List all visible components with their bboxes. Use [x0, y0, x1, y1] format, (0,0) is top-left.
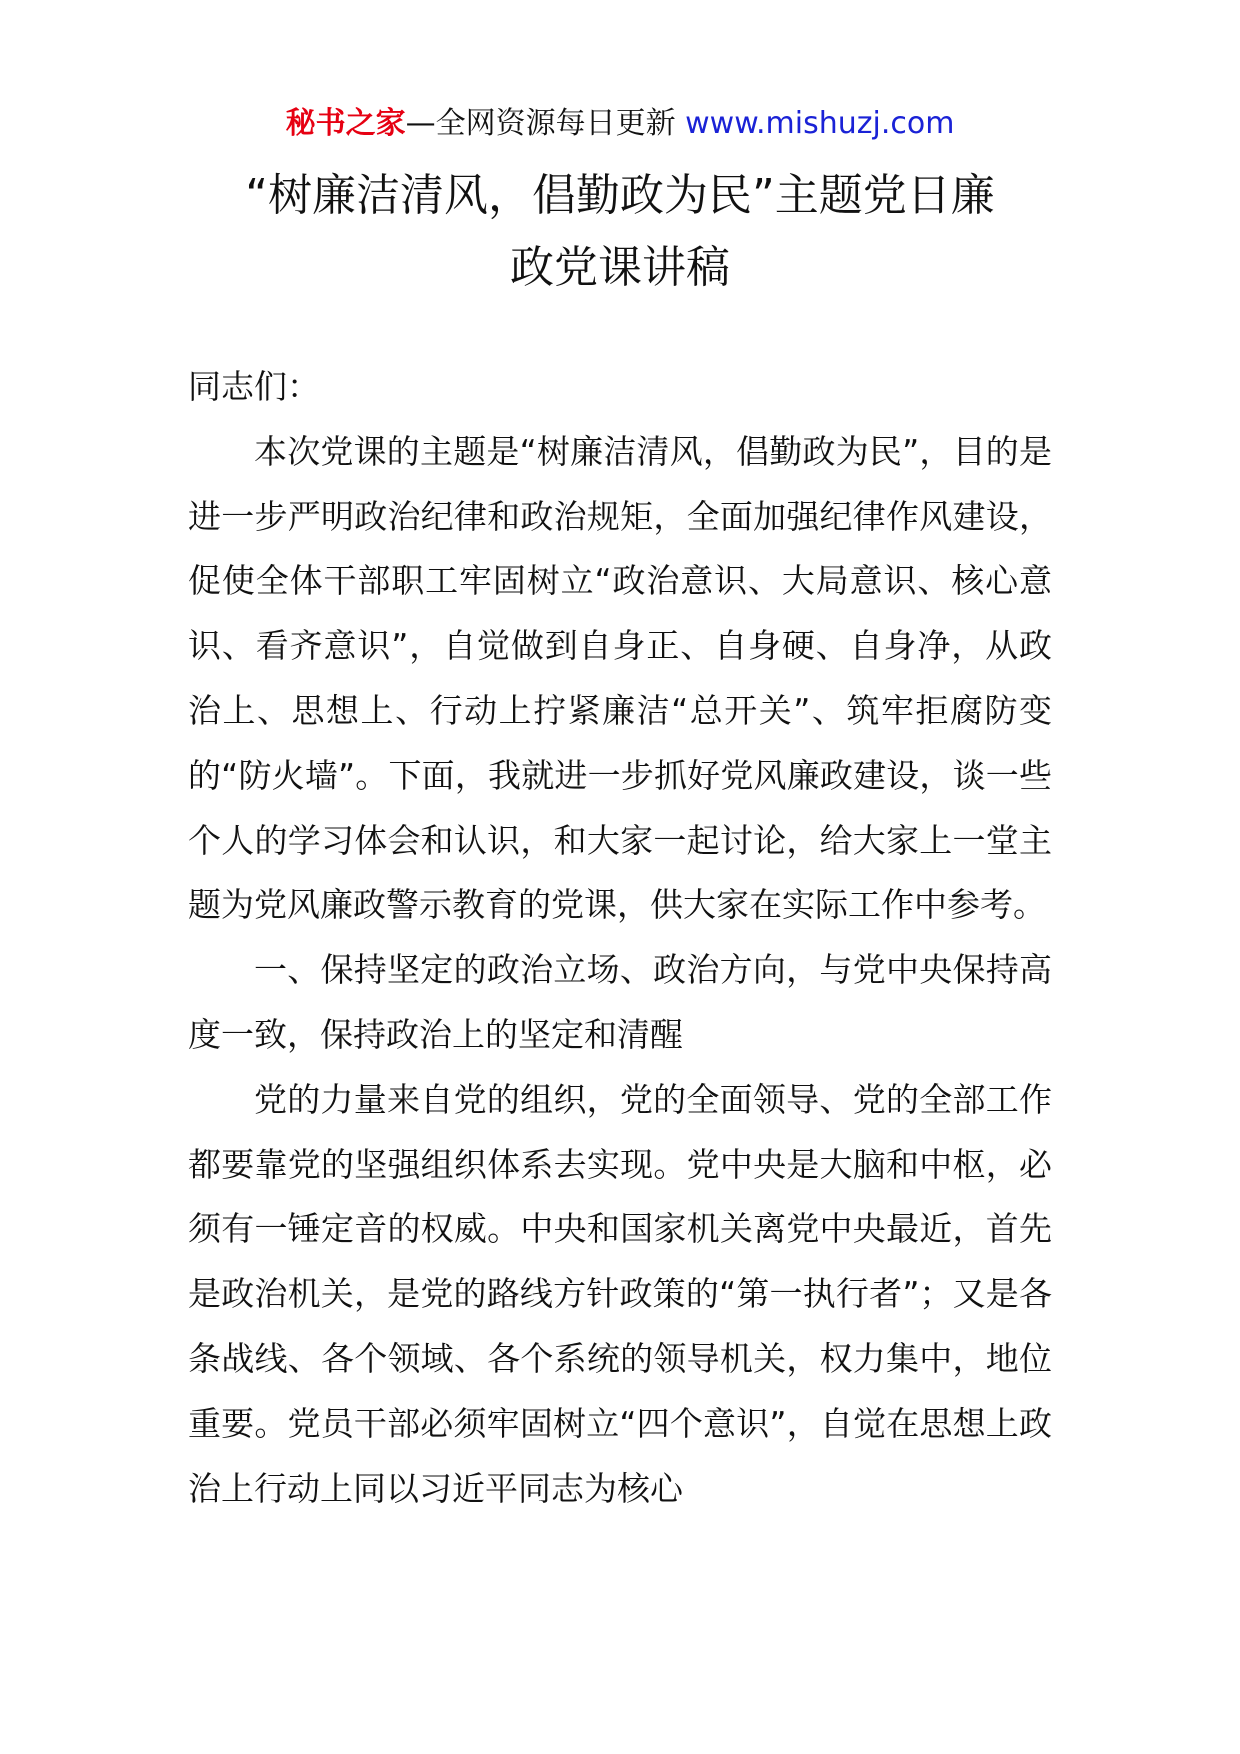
section-heading-1: 一、保持坚定的政治立场、政治方向，与党中央保持高度一致，保持政治上的坚定和清醒	[188, 950, 1052, 1054]
title-line-1: “树廉洁清风，倡勤政为民”主题党日廉	[245, 170, 995, 221]
salutation: 同志们：	[188, 367, 320, 406]
document-body	[188, 355, 1052, 1521]
site-header	[0, 100, 1240, 148]
title-line-2: 政党课讲稿	[510, 242, 730, 293]
paragraph-section-1: 党的力量来自党的组织，党的全面领导、党的全部工作都要靠党的坚强组织体系去实现。党中央是大脑和中枢，必须有一锤定音的权威。中央和国家机关离党中央最近，首先是政治机关，是党的路线方针政策的“第一执行者”；又是各条战线、各个领域、各个系统的领导机关，权力集中，地位重要。党员干部必须牢固树立“四个意识”，自觉在思想上政治上行动上同以习近平同志为核心	[188, 1079, 1052, 1508]
document-title	[150, 160, 1090, 304]
site-slogan: —全网资源每日更新	[405, 106, 686, 141]
site-url-link[interactable]: www.mishuzj.com	[685, 106, 955, 141]
paragraph-intro: 本次党课的主题是“树廉洁清风，倡勤政为民”，目的是进一步严明政治纪律和政治规矩，全面加强纪律作风建设，促使全体干部职工牢固树立“政治意识、大局意识、核心意识、看齐意识”，自觉做到自身正、自身硬、自身净，从政治上、思想上、行动上拧紧廉洁“总开关”、筑牢拒腐防变的“防火墙”。下面，我就进一步抓好党风廉政建设，谈一些个人的学习体会和认识，和大家一起讨论，给大家上一堂主题为党风廉政警示教育的党课，供大家在实际工作中参考。	[188, 431, 1052, 925]
site-brand: 秘书之家	[285, 106, 406, 141]
